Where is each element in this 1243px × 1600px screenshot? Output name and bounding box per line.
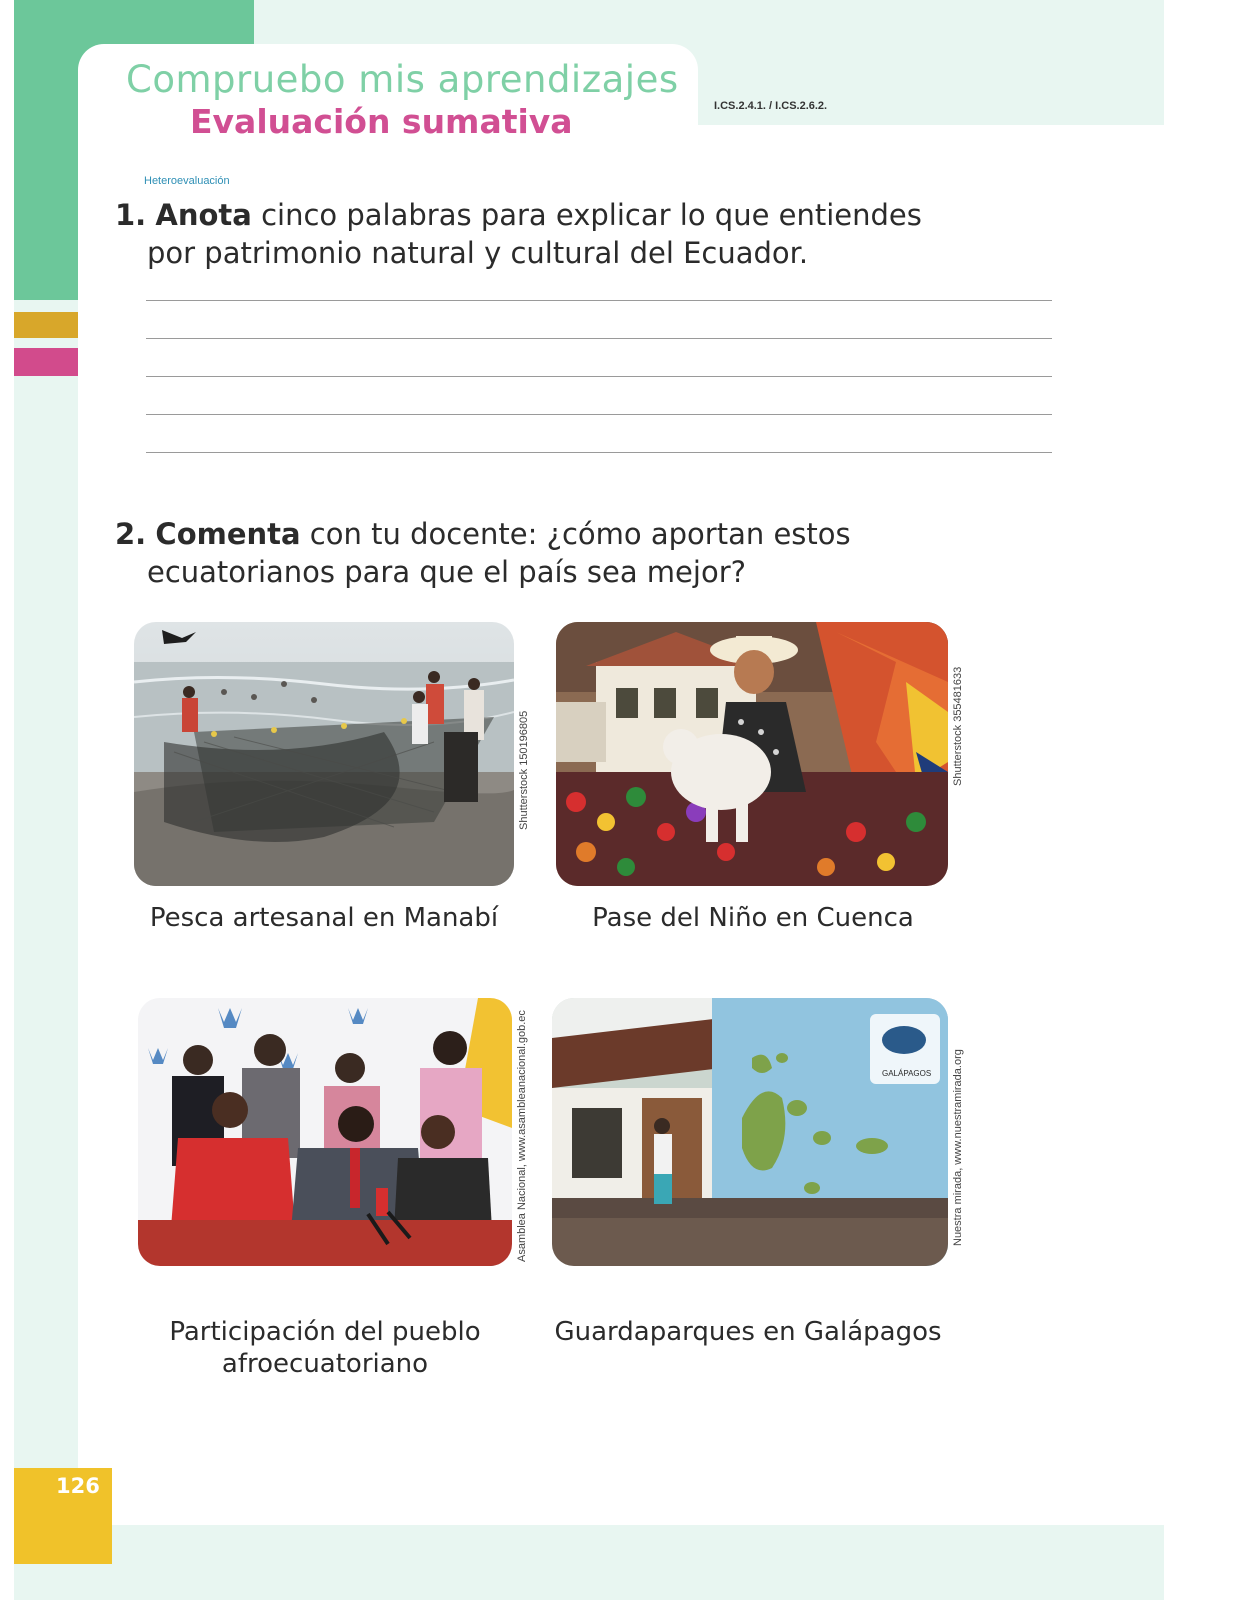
page-number: 126 <box>56 1474 100 1498</box>
answer-line[interactable] <box>146 414 1052 415</box>
question-1-text-line2: por patrimonio natural y cultural del Ecuador. <box>147 236 809 270</box>
answer-line[interactable] <box>146 452 1052 453</box>
answer-line[interactable] <box>146 300 1052 301</box>
photo-fishing-manabi <box>134 622 514 886</box>
yellow-stripe <box>14 312 78 338</box>
question-2-number: 2. <box>115 517 147 551</box>
question-1-verb: Anota <box>155 198 252 232</box>
activity-label: Heteroevaluación <box>144 175 230 187</box>
pink-stripe <box>14 348 78 376</box>
photo-afroecuadorian-participation <box>138 998 512 1266</box>
photo-caption-line: Participación del pueblo <box>169 1317 481 1347</box>
photo-credit: Shutterstock 355481633 <box>952 666 964 786</box>
answer-line[interactable] <box>146 376 1052 377</box>
page-subtitle: Evaluación sumativa <box>190 102 573 141</box>
answer-lines <box>146 300 1052 490</box>
question-2-text-line2: ecuatorianos para que el país sea mejor? <box>147 555 747 589</box>
photo-credit: Nuestra mirada, www.nuestramirada.org <box>952 1049 964 1246</box>
question-2-verb: Comenta <box>155 517 301 551</box>
photo-caption-line: afroecuatoriano <box>221 1349 429 1379</box>
galapagos-sign-text: GALÁPAGOS <box>882 1069 932 1078</box>
question-2-text: con tu docente: ¿cómo aportan estos <box>300 517 851 551</box>
photo-caption <box>128 1316 522 1380</box>
question-1-text: cinco palabras para explicar lo que entiendes <box>251 198 922 232</box>
answer-line[interactable] <box>146 338 1052 339</box>
photo-caption: Pesca artesanal en Manabí <box>149 903 499 933</box>
question-1-number: 1. <box>115 198 147 232</box>
question-2 <box>115 515 1015 591</box>
page-title: Compruebo mis aprendizajes <box>126 58 679 101</box>
photo-caption: Pase del Niño en Cuenca <box>592 903 914 933</box>
question-1 <box>115 196 1015 272</box>
photo-pase-del-nino <box>556 622 948 886</box>
photo-caption: Guardaparques en Galápagos <box>554 1317 942 1347</box>
photo-credit: Shutterstock 150196805 <box>518 710 530 830</box>
photo-galapagos-rangers <box>552 998 948 1266</box>
photo-credit: Asamblea Nacional, www.asambleanacional.gob.ec <box>516 1010 528 1262</box>
indicator-codes: I.CS.2.4.1. / I.CS.2.6.2. <box>714 100 828 112</box>
